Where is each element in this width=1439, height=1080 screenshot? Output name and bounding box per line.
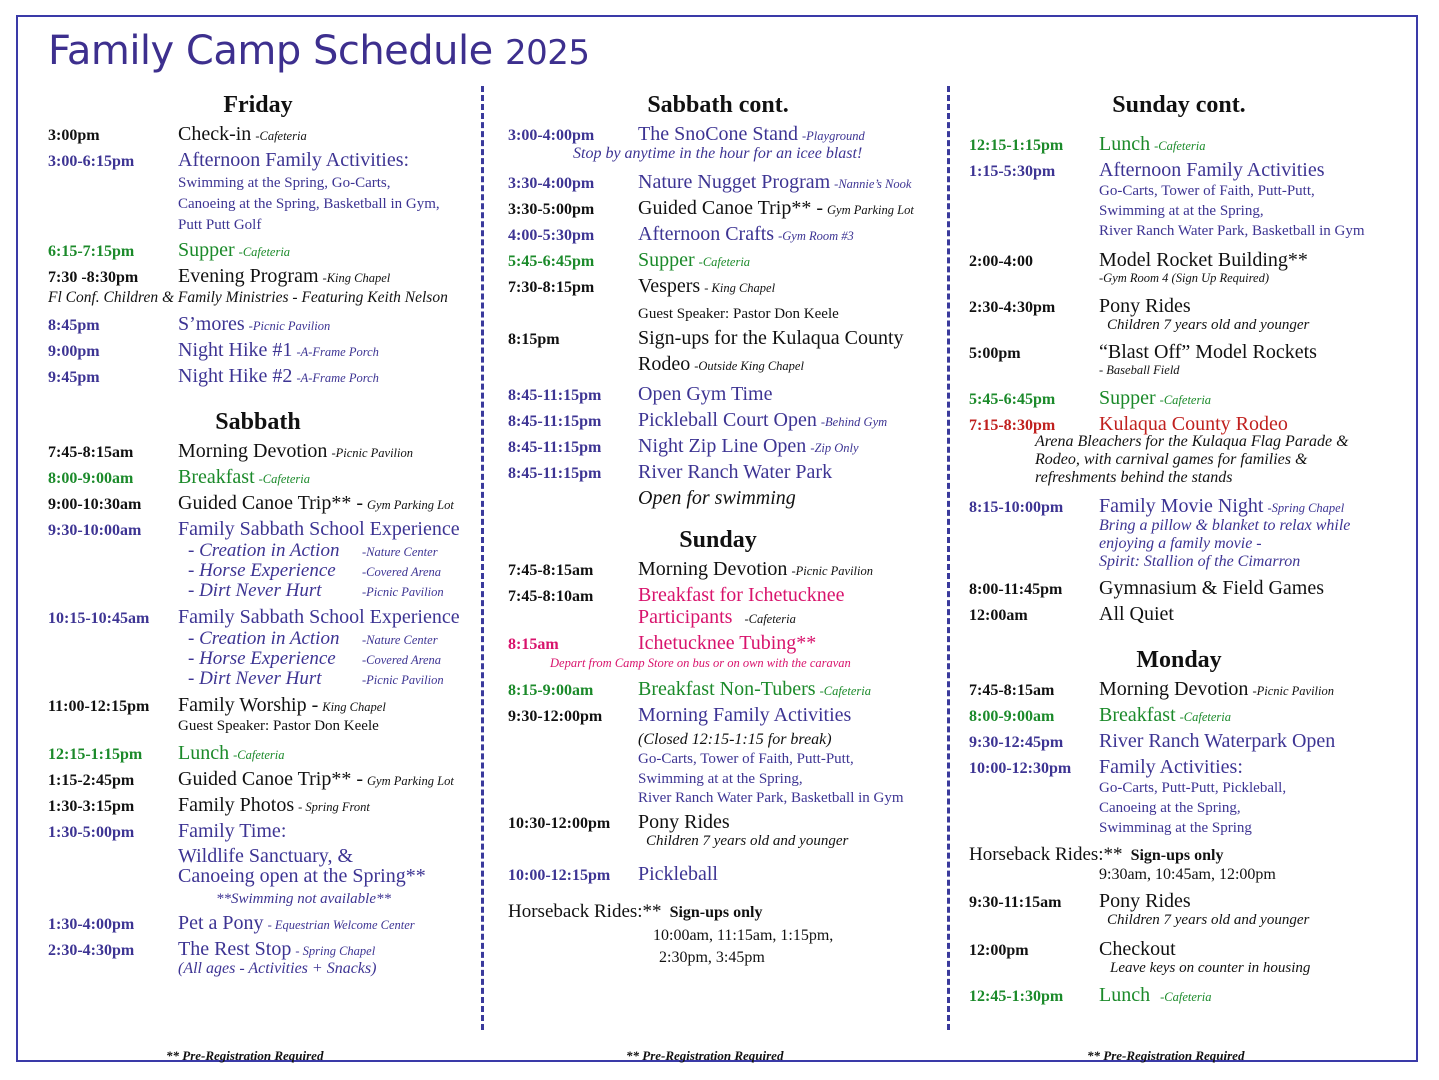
event-name: Lunch	[1099, 133, 1151, 155]
event-location: -Picnic Pavilion	[791, 564, 874, 578]
event-name: Gymnasium & Field Games	[1099, 577, 1324, 599]
event-details: (All ages - Activities + Snacks)	[178, 960, 377, 977]
event-name: River Ranch Waterpark Open	[1099, 730, 1336, 752]
event-name: Guided Canoe Trip** -	[178, 768, 363, 790]
event-time: 8:15-9:00am	[508, 682, 594, 699]
detail-line: Canoeing at the Spring,	[1099, 800, 1241, 816]
event-name: Afternoon Family Activities	[1099, 159, 1325, 181]
footer-note: ** Pre-Registration Required	[1087, 1048, 1245, 1063]
event-location: -Covered Arena	[362, 653, 442, 667]
horseback-label: Horseback Rides:**	[969, 844, 1123, 865]
detail-line: - Creation in Action	[188, 628, 340, 649]
event-time: 3:30-5:00pm	[508, 201, 595, 218]
detail-line: - Dirt Never Hurt	[188, 668, 322, 689]
event-time: 3:30-4:00pm	[508, 175, 595, 192]
event-name: Family Time:	[178, 820, 287, 842]
event-name: Lunch	[178, 742, 230, 764]
detail-line: - Horse Experience	[188, 648, 336, 669]
detail-line: enjoying a family movie -	[1099, 535, 1262, 552]
event-time: 10:30-12:00pm	[508, 814, 611, 832]
event-details	[1099, 181, 1399, 241]
event-location: -Picnic Pavilion	[331, 446, 414, 460]
event-details: Leave keys on counter in housing	[1110, 960, 1311, 976]
event-name: Open Gym Time	[638, 383, 773, 405]
footer-note: ** Pre-Registration Required	[626, 1048, 784, 1063]
event-name: Morning Devotion	[1099, 678, 1249, 700]
horseback-times	[653, 925, 938, 969]
heading-sunday: Sunday	[679, 527, 757, 553]
event-name: Night Hike #1	[178, 339, 293, 361]
event-location: King Chapel	[322, 700, 386, 714]
detail-line: River Ranch Water Park, Basketball in Gym	[1099, 223, 1365, 239]
event-location: Gym Parking Lot	[367, 498, 454, 512]
detail-line: Go-Carts, Tower of Faith, Putt-Putt,	[638, 751, 854, 767]
event-time: 5:00pm	[969, 345, 1021, 362]
event-location: -Covered Arena	[362, 565, 442, 579]
title-year: 2025	[504, 33, 590, 73]
detail-line: Bring a pillow & blanket to relax while	[1099, 517, 1351, 534]
event-time: 1:30-4:00pm	[48, 916, 135, 933]
detail-line: Wildlife Sanctuary, &	[178, 845, 354, 867]
event-time: 3:00-4:00pm	[508, 127, 595, 144]
event-name: Morning Family Activities	[638, 704, 852, 726]
event-name: Night Hike #2	[178, 365, 293, 387]
detail-line: Swimming at at the Spring,	[638, 770, 803, 787]
event-details	[1035, 433, 1399, 487]
event-name: Morning Devotion	[178, 440, 328, 462]
event-name: Pony Rides	[638, 810, 730, 833]
event-name: The SnoCone Stand	[638, 123, 798, 145]
event-name: Check-in	[178, 123, 252, 145]
event-time: 7:30-8:15pm	[508, 279, 595, 296]
event-location: -Cafeteria	[744, 612, 796, 626]
event-time: 8:45pm	[48, 317, 100, 334]
event-time: 8:15am	[508, 636, 559, 653]
detail-line: Canoeing open at the Spring**	[178, 865, 426, 887]
event-time: 8:45-11:15pm	[508, 465, 602, 482]
event-name: Family Sabbath School Experience	[178, 518, 460, 540]
event-name: Pickleball	[638, 862, 718, 885]
event-name: Breakfast	[1099, 704, 1176, 726]
event-location: -Nature Center	[362, 633, 438, 647]
detail-line: Putt Putt Golf	[178, 217, 262, 233]
event-name: Night Zip Line Open	[638, 435, 807, 457]
title-text: Family Camp Schedule	[48, 28, 493, 74]
event-name: Breakfast for Ichetucknee	[638, 584, 845, 606]
event-name: Pet a Pony	[178, 912, 264, 934]
event-name: Participants	[638, 606, 733, 628]
event-details: -Gym Room 4 (Sign Up Required)	[1099, 271, 1269, 285]
event-name: Guided Canoe Trip** -	[638, 197, 823, 219]
event-details: - Baseball Field	[1099, 363, 1180, 377]
event-time: 6:15-7:15pm	[48, 243, 135, 260]
detail-line: Canoeing at the Spring, Basketball in Gym,	[178, 196, 440, 212]
event-time: 12:45-1:30pm	[969, 988, 1064, 1005]
event-time: 9:45pm	[48, 369, 100, 386]
event-time: 9:30-10:00am	[48, 522, 142, 539]
event-name: Ichetucknee Tubing**	[638, 632, 817, 654]
event-time: 8:15-10:00pm	[969, 499, 1064, 516]
event-location: -Cafeteria	[238, 245, 291, 259]
event-time: 12:15-1:15pm	[48, 746, 143, 763]
event-note: Depart from Camp Store on bus or on own with the caravan	[550, 656, 851, 670]
event-name: All Quiet	[1099, 603, 1174, 625]
event-details	[1099, 517, 1399, 571]
event-time: 1:30-5:00pm	[48, 824, 135, 841]
detail-line: 2:30pm, 3:45pm	[659, 948, 765, 966]
event-details	[188, 628, 473, 690]
event-time: 10:00-12:15pm	[508, 866, 611, 884]
event-details	[188, 540, 473, 602]
detail-line: Rodeo, with carnival games for families &	[1035, 451, 1308, 468]
event-time: 3:00pm	[48, 127, 100, 144]
event-name: Rodeo	[638, 353, 691, 375]
event-name: Morning Devotion	[638, 558, 788, 580]
event-location: -Nature Center	[362, 545, 438, 559]
heading-friday: Friday	[223, 92, 293, 118]
event-location: -Picnic Pavilion	[1252, 684, 1335, 698]
event-details	[638, 730, 938, 809]
event-time: 12:00pm	[969, 942, 1029, 959]
horseback-signup: Sign-ups only	[1130, 847, 1224, 864]
event-time: 3:00-6:15pm	[48, 153, 135, 170]
event-time: 5:45-6:45pm	[969, 391, 1056, 408]
event-time: 7:45-8:15am	[48, 444, 134, 461]
heading-sunday-cont: Sunday cont.	[1112, 92, 1246, 118]
detail-line: River Ranch Water Park, Basketball in Gym	[638, 790, 904, 806]
event-location: -Cafeteria	[258, 472, 311, 486]
detail-line: Swimming at the Spring, Go-Carts,	[178, 175, 391, 191]
event-location: -Cafeteria	[1154, 139, 1206, 153]
detail-line: Spirit: Stallion of the Cimarron	[1099, 553, 1301, 570]
event-details: Children 7 years old and younger	[1107, 317, 1310, 333]
event-time: 2:30-4:30pm	[48, 942, 135, 959]
event-details: Open for swimming	[638, 487, 796, 509]
event-name: Guided Canoe Trip** -	[178, 492, 363, 514]
event-location: -Cafeteria	[1159, 393, 1212, 407]
event-time: 5:45-6:45pm	[508, 253, 595, 270]
event-name: Family Sabbath School Experience	[178, 606, 460, 628]
event-location: -King Chapel	[322, 271, 391, 285]
event-time: 7:45-8:15am	[969, 682, 1055, 699]
event-location: Gym Parking Lot	[367, 774, 454, 788]
event-time: 7:30 -8:30pm	[48, 269, 139, 286]
event-name: Pony Rides	[1099, 295, 1191, 317]
event-time: 12:15-1:15pm	[969, 137, 1064, 154]
event-time: 11:00-12:15pm	[48, 698, 150, 715]
event-time: 8:00-11:45pm	[969, 581, 1063, 598]
event-location: -Cafeteria	[255, 129, 307, 143]
event-location: -A-Frame Porch	[296, 371, 379, 385]
event-details	[1099, 778, 1399, 838]
event-time: 7:15-8:30pm	[969, 417, 1056, 434]
page-title	[48, 28, 590, 74]
event-time: 9:00pm	[48, 343, 100, 360]
horseback-label: Horseback Rides:**	[508, 900, 662, 922]
detail-line: Go-Carts, Putt-Putt, Pickleball,	[1099, 780, 1287, 796]
event-location: -Cafeteria	[1179, 710, 1232, 724]
event-note: Fl Conf. Children & Family Ministries - Featuring Keith Nelson	[48, 289, 448, 306]
event-location: - King Chapel	[704, 281, 776, 295]
event-note: **Swimming not available**	[216, 891, 391, 907]
event-location: -Spring Chapel	[1267, 501, 1345, 515]
event-time: 2:30-4:30pm	[969, 299, 1056, 316]
event-details	[178, 846, 473, 886]
event-name: Checkout	[1099, 938, 1176, 960]
event-name: Family Worship -	[178, 694, 319, 716]
event-time: 4:00-5:30pm	[508, 227, 595, 244]
detail-line: refreshments behind the stands	[1035, 469, 1233, 486]
event-name: Breakfast Non-Tubers	[638, 678, 816, 700]
event-details: Guest Speaker: Pastor Don Keele	[178, 718, 379, 734]
detail-line: - Dirt Never Hurt	[188, 580, 322, 601]
event-name: Supper	[178, 239, 235, 261]
event-note: Stop by anytime in the hour for an icee blast!	[573, 145, 863, 162]
event-time: 9:00-10:30am	[48, 496, 142, 513]
event-location: -Zip Only	[810, 441, 859, 455]
event-time: 12:00am	[969, 607, 1028, 624]
event-time: 8:15pm	[508, 331, 560, 348]
event-name: “Blast Off” Model Rockets	[1099, 341, 1317, 363]
event-location: -Cafeteria	[698, 255, 751, 269]
event-name: Pony Rides	[1099, 890, 1191, 912]
event-location: -Cafeteria	[819, 684, 871, 698]
horseback-rides	[969, 844, 1399, 866]
event-time: 9:30-12:45pm	[969, 734, 1064, 751]
event-time: 8:00-9:00am	[48, 470, 134, 487]
event-time: 7:45-8:10am	[508, 588, 594, 605]
event-time: 9:30-11:15am	[969, 894, 1062, 911]
event-name: Family Photos	[178, 794, 295, 816]
event-details: Children 7 years old and younger	[646, 832, 849, 849]
detail-line: Swimming at at the Spring,	[1099, 203, 1264, 219]
event-name: Family Movie Night	[1099, 495, 1264, 517]
column-sunday-monday	[969, 92, 1399, 1010]
event-location: -Outside King Chapel	[694, 359, 804, 373]
event-location: -Cafeteria	[1160, 990, 1212, 1004]
event-time: 1:15-2:45pm	[48, 772, 135, 789]
event-time: 8:45-11:15pm	[508, 439, 602, 456]
event-time: 9:30-12:00pm	[508, 708, 603, 725]
event-location: Gym Parking Lot	[827, 203, 914, 217]
event-name: S’mores	[178, 313, 245, 335]
event-name: The Rest Stop	[178, 938, 292, 960]
event-time: 7:45-8:15am	[508, 562, 594, 579]
event-time: 1:30-3:15pm	[48, 798, 135, 815]
event-details: Guest Speaker: Pastor Don Keele	[638, 306, 839, 322]
event-time: 8:45-11:15pm	[508, 387, 602, 404]
horseback-signup: Sign-ups only	[669, 903, 763, 921]
event-time: 8:45-11:15pm	[508, 413, 602, 430]
event-name: Family Activities:	[1099, 756, 1243, 778]
event-name: Breakfast	[178, 466, 255, 488]
horseback-rides	[508, 901, 938, 925]
event-location: - Spring Front	[298, 800, 370, 814]
event-details: Children 7 years old and younger	[1107, 912, 1310, 928]
footer-note: ** Pre-Registration Required	[166, 1048, 324, 1063]
column-divider	[947, 86, 950, 1030]
event-name: Afternoon Crafts	[638, 223, 775, 245]
event-location: -Picnic Pavilion	[362, 585, 444, 599]
event-location: -A-Frame Porch	[296, 345, 379, 359]
event-name: Afternoon Family Activities:	[178, 149, 410, 171]
detail-line: (Closed 12:15-1:15 for break)	[638, 731, 832, 748]
detail-line: Swimminag at the Spring	[1099, 820, 1252, 836]
detail-line: - Horse Experience	[188, 560, 336, 581]
event-location: -Cafeteria	[233, 748, 285, 762]
column-sabbath-sunday	[508, 92, 938, 969]
column-friday-sabbath	[48, 92, 473, 978]
event-name: River Ranch Water Park	[638, 461, 833, 483]
event-time: 2:00-4:00	[969, 253, 1033, 270]
event-name: Evening Program	[178, 265, 319, 287]
heading-sabbath: Sabbath	[215, 409, 301, 435]
heading-monday: Monday	[1136, 647, 1222, 673]
event-location: -Playground	[802, 129, 865, 143]
event-location: -Picnic Pavilion	[248, 319, 331, 333]
event-name: Pickleball Court Open	[638, 409, 817, 431]
event-name: Vespers	[638, 275, 701, 297]
event-name: Kulaqua County Rodeo	[1099, 413, 1288, 435]
event-name: Model Rocket Building**	[1099, 249, 1308, 271]
event-location: -Behind Gym	[820, 415, 888, 429]
event-location: - Equestrian Welcome Center	[267, 918, 415, 932]
event-time: 10:15-10:45am	[48, 610, 150, 627]
event-name: Supper	[1099, 387, 1156, 409]
event-location: -Picnic Pavilion	[362, 673, 444, 687]
detail-line: 10:00am, 11:15am, 1:15pm,	[653, 926, 834, 944]
detail-line: Go-Carts, Tower of Faith, Putt-Putt,	[1099, 183, 1315, 199]
event-location: - Spring Chapel	[295, 944, 376, 958]
event-location: -Gym Room #3	[778, 229, 854, 243]
event-location: -Nannie’s Nook	[834, 177, 912, 191]
event-name: Supper	[638, 249, 695, 271]
event-time: 1:15-5:30pm	[969, 163, 1056, 180]
horseback-times: 9:30am, 10:45am, 12:00pm	[1099, 866, 1276, 883]
heading-sabbath-cont: Sabbath cont.	[647, 92, 789, 118]
event-name: Sign-ups for the Kulaqua County	[638, 327, 904, 349]
event-time: 10:00-12:30pm	[969, 760, 1072, 777]
column-divider	[481, 86, 484, 1030]
detail-line: - Creation in Action	[188, 540, 340, 561]
detail-line: Arena Bleachers for the Kulaqua Flag Parade &	[1035, 433, 1349, 450]
event-name: Lunch	[1099, 984, 1151, 1006]
event-details	[178, 173, 473, 236]
event-time: 8:00-9:00am	[969, 708, 1055, 725]
event-name: Nature Nugget Program	[638, 171, 831, 193]
